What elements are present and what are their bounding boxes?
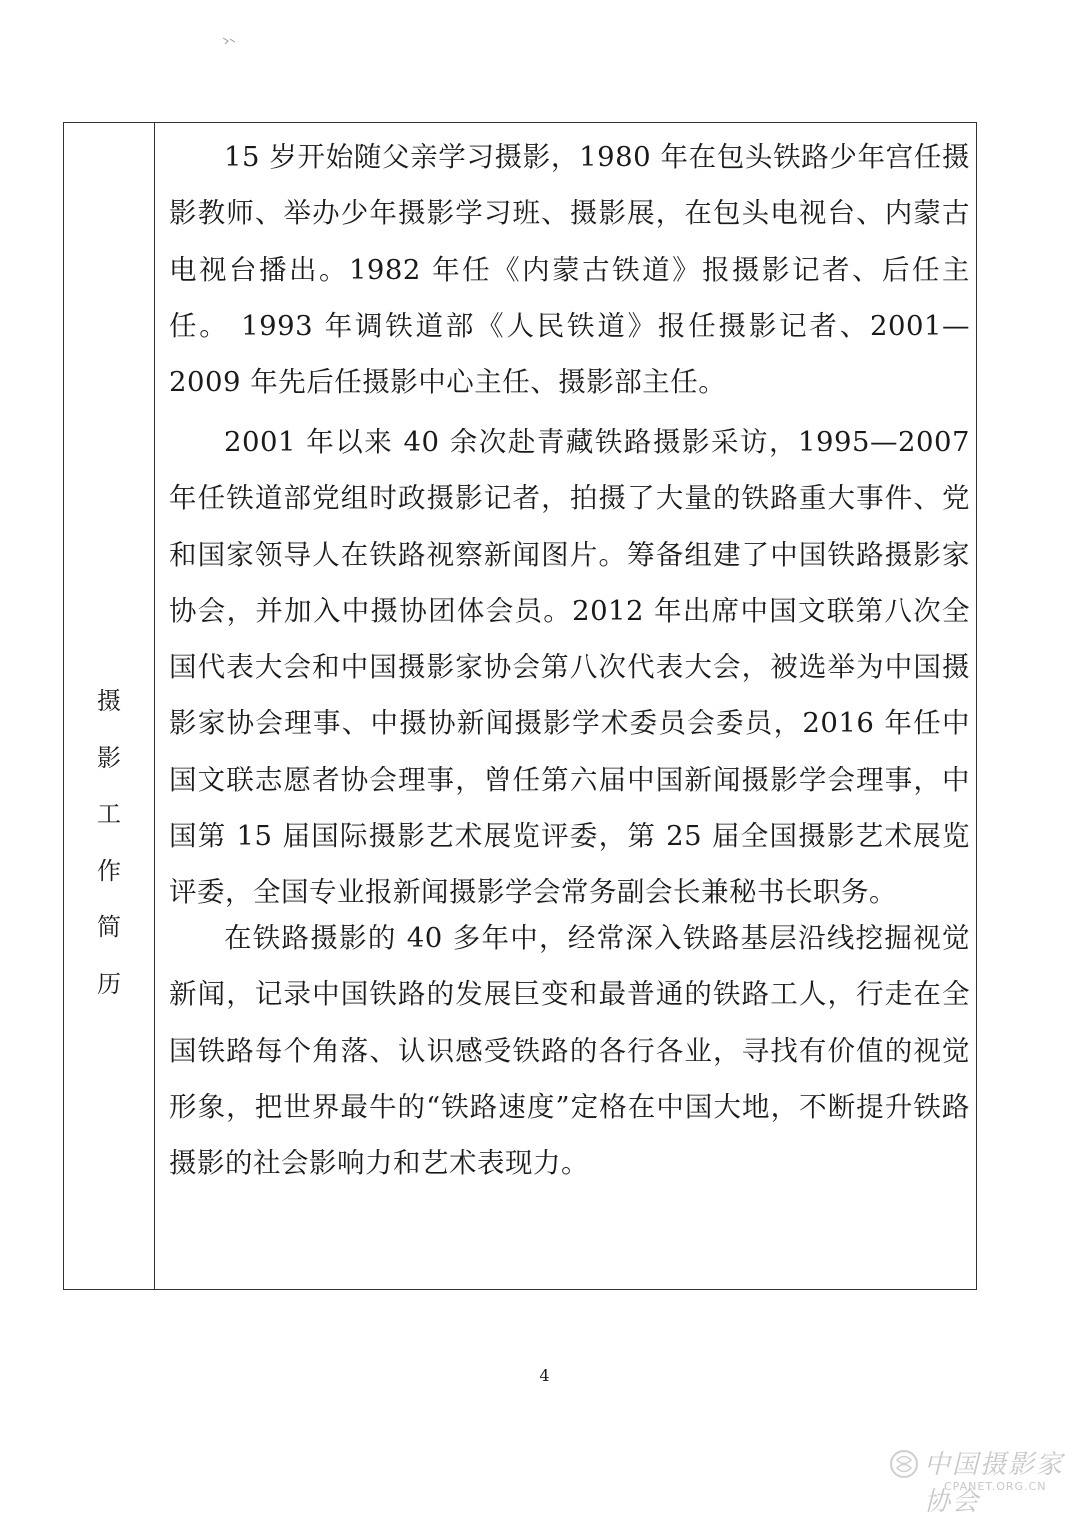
- cpanet-logo-icon: [888, 1448, 920, 1480]
- section-label: 摄 影 工 作 简 历: [97, 687, 121, 998]
- scan-mark: [222, 36, 236, 46]
- watermark-url: CPANET.ORG.CN: [944, 1480, 1047, 1493]
- watermark: [888, 1442, 1083, 1517]
- paragraph-1: 15 岁开始随父亲学习摄影，1980 年在包头铁路少年宫任摄影教师、举办少年摄影学习班、摄影展，在包头电视台、内蒙古电视台播出。1982 年任《内蒙古铁道》报摄影记者、后任主任。 1993 年调铁道部《人民铁道》报任摄影记者、2001—2009 年先后任摄影中心主任、摄影部主任。: [169, 141, 970, 399]
- paragraph-2: 2001 年以来 40 余次赴青藏铁路摄影采访，1995—2007 年任铁道部党组时政摄影记者，拍摄了大量的铁路重大事件、党和国家领导人在铁路视察新闻图片。筹备组建了中国铁路摄影家协会，并加入中摄协团体会员。2012 年出席中国文联第八次全国代表大会和中国摄影家协会第八次代表大会，被选举为中国摄影家协会理事、中摄协新闻摄影学术委员会委员，2016 年任中国文联志愿者协会理事，曾任第六届中国新闻摄影学会理事，中国第 15 届国际摄影艺术展览评委，第 25 届全国摄影艺术展览评委，全国专业报新闻摄影学会常务副会长兼秘书长职务。: [169, 426, 970, 909]
- watermark-text: 中国摄影家协会: [924, 1450, 1065, 1517]
- section-label-cell: [64, 123, 155, 1289]
- paragraph-3: 在铁路摄影的 40 多年中，经常深入铁路基层沿线挖掘视觉新闻，记录中国铁路的发展巨变和最普通的铁路工人，行走在全国铁路每个角落、认识感受铁路的各行各业，寻找有价值的视觉形象，把世界最牛的“铁路速度”定格在中国大地，不断提升铁路摄影的社会影响力和艺术表现力。: [169, 922, 970, 1180]
- page-number: 4: [539, 1366, 550, 1385]
- resume-table: [63, 122, 977, 1290]
- section-content-cell: [155, 123, 976, 1289]
